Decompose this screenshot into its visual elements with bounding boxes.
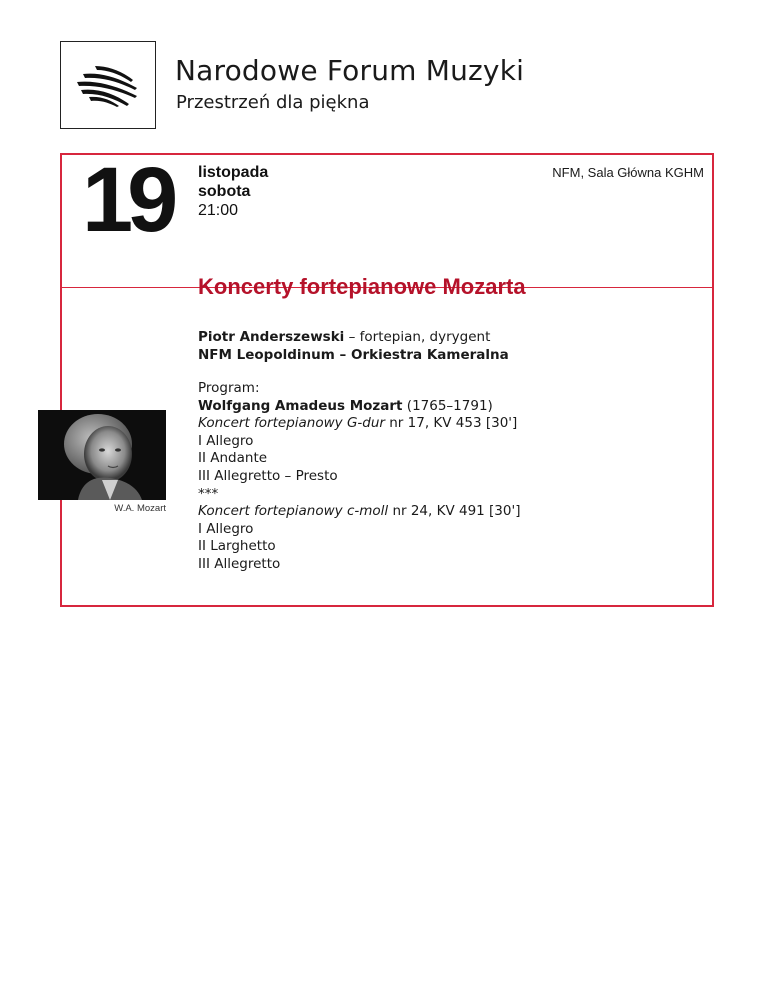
- event-title: Koncerty fortepianowe Mozarta: [198, 274, 526, 299]
- movement: III Allegretto: [198, 555, 281, 572]
- work-details: nr 24, KV 491 [30']: [388, 503, 521, 520]
- work-title: Koncert fortepianowy c-moll: [198, 503, 389, 520]
- portrait-caption: W.A. Mozart: [114, 503, 166, 514]
- event-time: 21:00: [198, 202, 239, 219]
- event-weekday: sobota: [198, 183, 251, 200]
- org-tagline: Przestrzeń dla piękna: [176, 92, 370, 113]
- nfm-logo: [60, 41, 156, 129]
- event-month: listopada: [198, 164, 269, 181]
- performers-list: [198, 328, 509, 364]
- work-title: Koncert fortepianowy G-dur: [198, 415, 385, 432]
- performer-row: [198, 346, 509, 364]
- composer-name: Wolfgang Amadeus Mozart: [198, 397, 403, 414]
- performer-name: Piotr Anderszewski: [198, 329, 345, 345]
- mozart-portrait: [38, 410, 166, 500]
- movement: I Allegro: [198, 432, 254, 449]
- performer-row: [198, 328, 509, 346]
- work-title-row: [198, 415, 520, 433]
- logo-waves-icon: [75, 64, 141, 108]
- composer-dates: (1765–1791): [402, 397, 493, 414]
- movement: III Allegretto – Presto: [198, 467, 338, 484]
- movement: II Larghetto: [198, 538, 276, 555]
- program-separator: ***: [198, 485, 219, 502]
- performer-role: – fortepian, dyrygent: [344, 329, 491, 345]
- work-details: nr 17, KV 453 [30']: [384, 415, 518, 432]
- performer-name: NFM Leopoldinum – Orkiestra Kameralna: [198, 347, 509, 363]
- event-venue: NFM, Sala Główna KGHM: [552, 165, 704, 180]
- movement: II Andante: [198, 450, 268, 467]
- program-label: Program:: [198, 380, 260, 396]
- event-date-block: [198, 163, 268, 220]
- program-list: [198, 380, 520, 574]
- work-title-row: [198, 503, 520, 521]
- movement: I Allegro: [198, 520, 254, 537]
- composer-row: [198, 398, 520, 416]
- org-name: Narodowe Forum Muzyki: [175, 54, 525, 87]
- event-day: 19: [82, 149, 173, 251]
